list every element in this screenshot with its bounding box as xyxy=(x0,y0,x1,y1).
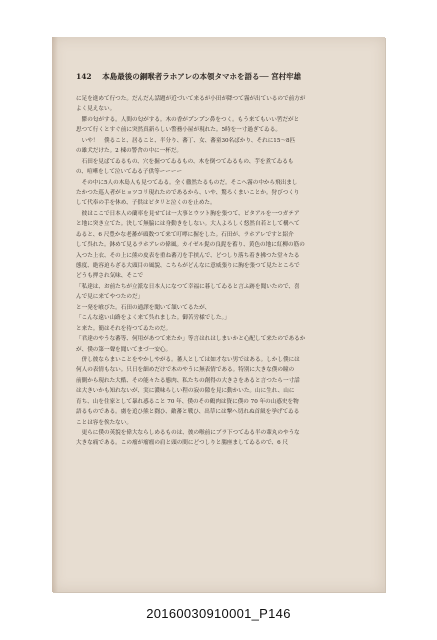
text-line: 更らに僕の英貌を偉大ならしめるものは、彼の喉前にブラ下つてゐる半の輩丸のやうな xyxy=(76,430,300,436)
text-line: いや！ 僕ること、居ること、半分り、蕃丁、女、蕃童30名ばかり、それに15〜8匹 xyxy=(76,137,296,144)
text-line: よく見えない。 xyxy=(76,106,116,113)
text-line: 態度、絶容迫らざる大頭目の風貌、こちらがどんなに意威張りに胸を張つて見たところで xyxy=(76,263,300,269)
text-line: の雄犬だけた。2 棟の警舎の中に一杯だ。 xyxy=(76,148,183,155)
page-number: 142 xyxy=(76,72,92,81)
text-line: 語るものである。虜を追ひ熊と闘ひ、敵蕃と戦ひ、出草には撃へ切れぬ首級を挙げてゐる xyxy=(76,409,300,416)
text-line: 思つて行くとすぐ前に突然真新らしい警務小屋が現れた。5時を一寸過ぎてゐる。 xyxy=(76,127,281,134)
text-line: たかつた巡人者がヒョツコリ現れたのであるから、いや、驚ろくまいことか。狩びつくり xyxy=(76,189,300,196)
text-line: ことは容を俟たない。 xyxy=(76,419,132,426)
text-line: に足を進めて行つた。だんだん話題が近づいて来るが小田が降つて霧が出ているので前方が xyxy=(76,96,306,102)
text-line: 鬱の匂がする。人間の匂がする。木の香がプンプン鼻をつく。もう来てもいい筈だがと xyxy=(76,116,300,123)
running-title: 本島最後の銅喉者ラホアレの本領タマホを語る── 宮村牢雄 xyxy=(102,72,302,81)
body-text xyxy=(76,94,366,549)
text-line: の、喧嘩をして泣いてゐる子供等ーーーー xyxy=(76,169,183,176)
text-line: んで見に来てやつたのだ」 xyxy=(76,294,144,301)
text-line: は大きいかも知れないが、実に濃味らしい程の寂の隙を見に動かいた。山に生れ、山に xyxy=(76,388,295,395)
image-id-caption: 20160030910001_P146 xyxy=(146,606,291,621)
text-line: 入つた上衣、その上に熊の皮表を重ね蕃刀を手挟んで、どつしり落ち着き拂つた堂々たる xyxy=(76,252,300,259)
text-line: 「君達のやうな蕃等、何用があつて来たか」等言はれはしまいかと心配して来たのであるか xyxy=(76,336,306,343)
text-line: 何人の表情もない。只日を細めだけで木のやうに無表情である。特別に大きな僕の瞳の xyxy=(76,367,295,374)
text-line: 「こんな遠い山路をよく来て呉れました。御苦労様でした。」 xyxy=(76,315,230,322)
text-line: その中に5人の木島人も見つてゐる。全く徹然たるものだ。そこへ霧の中から飛出まし xyxy=(76,179,298,186)
text-line: 「私達は、お前たちが立派な日本人になつて幸福に暮してゐると言ふ跡を聞いたので、喜 xyxy=(76,283,300,290)
text-line: どうも押され気味、そこで xyxy=(76,273,144,280)
text-line: 前側から現れた大酷、その能々たる態肉、私たちの創得の大きさをあると言つたら一寸話 xyxy=(76,377,300,384)
text-line: 育ち、山を住家として暴れ惑ること 70 年、僕のその鶴肉は資に僕の 70 年の山惑史を物 xyxy=(76,398,299,405)
text-line: 大きな痛である。この瘤が瘤瘤の肩と頭の間にどつしりと腸座ましてゐるので、6 尺 xyxy=(76,440,289,447)
text-line: が、僕の第一聲を聞いてまづ一安心。 xyxy=(76,346,172,353)
text-line: して呉れた。鉢めて見るラホアレの偉風。カイゼル髭の良髭を蓄り、黄色の地に紅柳の筋の xyxy=(76,242,305,249)
text-line: 石田を見ばてゐるもの、穴を掘つてゐるもの、木を倒つてゐるもの、芋を煮てゐるも xyxy=(76,158,294,165)
text-line: と地に突き立てた。決して無脇には身動きをしない。大人よろしく悠然自若として構へて xyxy=(76,221,300,228)
text-line: 彼はここで日本人の蘭率を見せては一大事とウツト胸を張つて、ピタアルを一つガテア xyxy=(76,210,300,217)
document-page xyxy=(52,37,385,592)
text-line: して代奉の手を休め、子供はピタリと泣くのを止めた。 xyxy=(76,200,216,207)
text-line: 併し彼ならまいことをやかしやがる。蕃人としては如才ない男ではある。しかし僕には xyxy=(76,356,300,363)
page-header xyxy=(76,71,366,85)
text-line: と来た。簡はそれを待つてゐたのだ。 xyxy=(76,325,172,332)
text-line: と一発を喰びた。石田の通譯を聞いて頷いてるたが、 xyxy=(76,304,211,311)
text-line: ゐると、6 尺豊かな老蕃が頭数つて来て叮嚀に握をした。石田が、ラホアレですと紹介 xyxy=(76,231,294,238)
